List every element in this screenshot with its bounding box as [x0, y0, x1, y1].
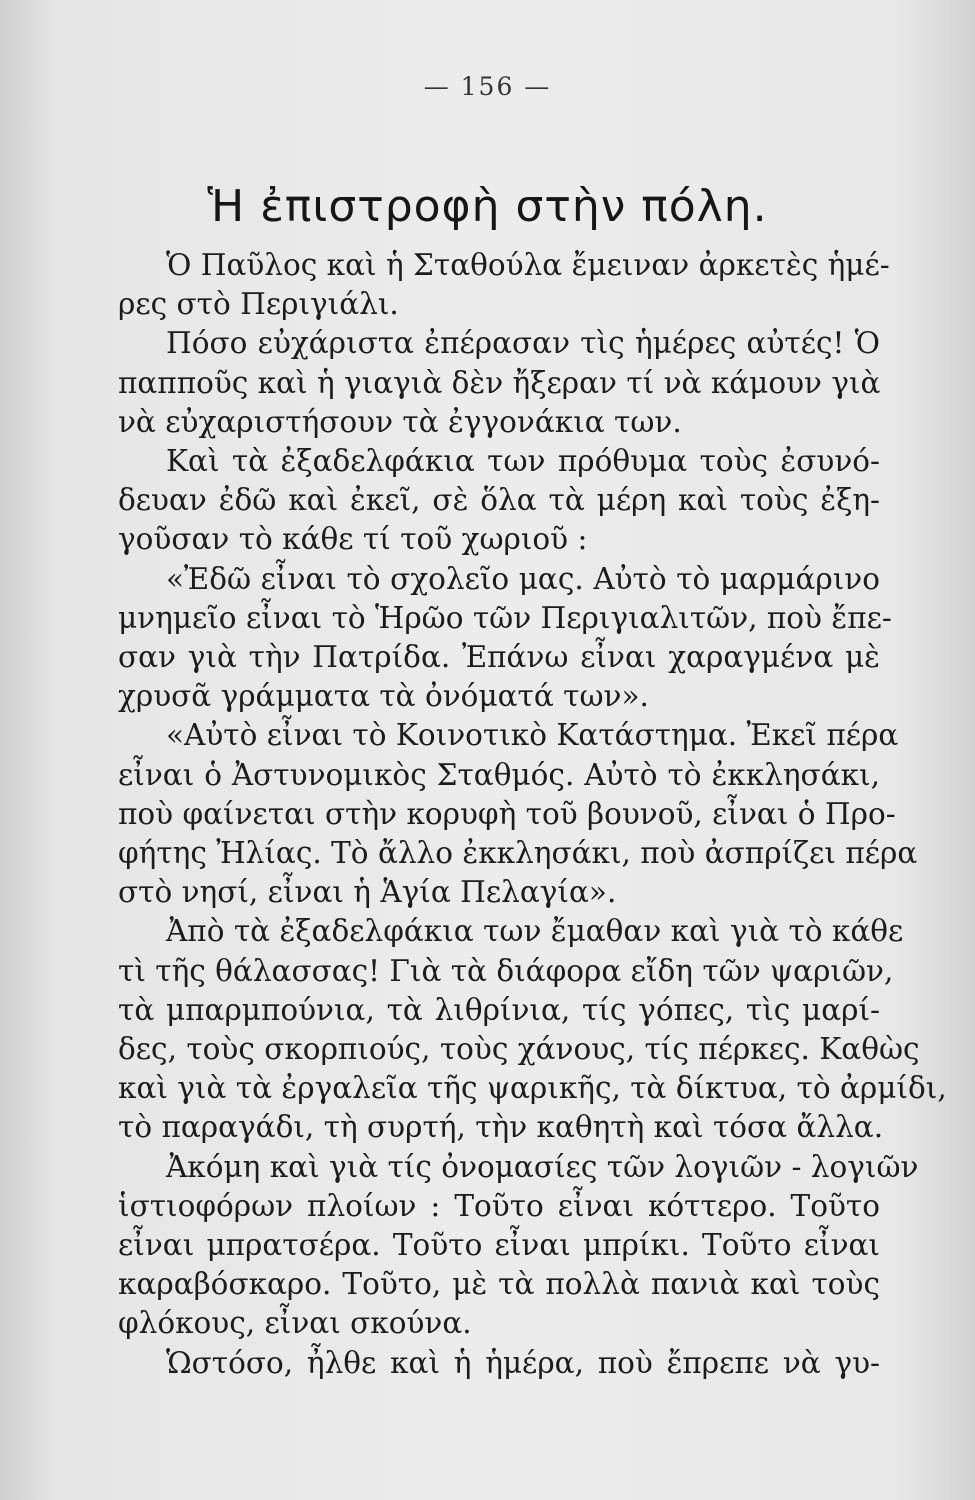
text-line: [118, 442, 880, 481]
text-line-content: Ὁ Παῦλος καὶ ἡ Σταθούλα ἔμειναν ἀρκετὲς ἡμέ-: [166, 248, 890, 282]
text-line-content: εἶναι ὁ Ἀστυνομικὸς Σταθμός. Αὐτὸ τὸ ἐκκλησάκι,: [118, 757, 880, 792]
text-line-content: ρες στὸ Περιγιάλι.: [118, 287, 399, 322]
text-line-content: εἶναι μπρατσέρα. Τοῦτο εἶναι μπρίκι. Τοῦτο εἶναι: [118, 1228, 880, 1263]
text-line-content: δες, τοὺς σκορπιούς, τοὺς χάνους, τίς πέρκες. Καθὼς: [118, 1032, 920, 1067]
text-line-content: στὸ νησί, εἶναι ἡ Ἁγία Πελαγία».: [118, 875, 617, 910]
body-text: [118, 246, 947, 1383]
text-line: [118, 1304, 880, 1343]
text-line: [118, 481, 880, 520]
text-line-content: σαν γιὰ τὴν Πατρίδα. Ἐπάνω εἶναι χαραγμένα μὲ: [118, 640, 880, 675]
text-line: [118, 991, 880, 1030]
text-line: [118, 324, 880, 363]
page-number: — 156 —: [423, 72, 552, 101]
text-line-content: Ἀκόμη καὶ γιὰ τίς ὀνομασίες τῶν λογιῶν - λογιῶν: [166, 1149, 919, 1184]
text-line-content: Ὡστόσο, ἦλθε καὶ ἡ ἡμέρα, ποὺ ἔπρεπε νὰ γυ-: [166, 1345, 880, 1380]
text-line: [118, 520, 880, 559]
text-line-content: καραβόσκαρο. Τοῦτο, μὲ τὰ πολλὰ πανιὰ καὶ τοὺς: [118, 1267, 880, 1302]
text-line: [118, 1108, 884, 1147]
text-line: [118, 599, 892, 638]
text-line: [118, 795, 896, 834]
text-line: [118, 638, 880, 677]
text-line: [118, 1148, 919, 1187]
text-line: [118, 364, 880, 403]
text-line: [118, 912, 904, 951]
text-line-content: ἱστιοφόρων πλοίων : Τοῦτο εἶναι κόττερο. Τοῦτο: [118, 1188, 880, 1223]
text-line-content: χρυσᾶ γράμματα τὰ ὀνόματά των».: [118, 679, 649, 714]
text-line: [118, 716, 899, 755]
text-line: [118, 560, 880, 599]
text-line-content: φήτης Ἠλίας. Τὸ ἄλλο ἐκκλησάκι, ποὺ ἀσπρίζει πέρα: [118, 836, 918, 871]
text-line-content: «Ἐδῶ εἶναι τὸ σχολεῖο μας. Αὐτὸ τὸ μαρμάρινο: [166, 561, 880, 596]
text-line: [118, 1030, 920, 1069]
text-line: [118, 873, 880, 912]
text-line-content: τὰ μπαρμπούνια, τὰ λιθρίνια, τίς γόπες, τὶς μαρί-: [118, 992, 880, 1027]
text-line: [118, 403, 880, 442]
text-line: [118, 285, 880, 324]
chapter-title: Ἡ ἐπιστροφὴ στὴν πόλη.: [207, 181, 768, 233]
text-line: [118, 834, 918, 873]
text-line-content: μνημεῖο εἶναι τὸ Ἡρῶο τῶν Περιγιαλιτῶν, ποὺ ἔπε-: [118, 600, 892, 635]
text-line-content: δευαν ἐδῶ καὶ ἐκεῖ, σὲ ὅλα τὰ μέρη καὶ τοὺς ἐξη-: [118, 483, 880, 518]
text-line-content: τὸ παραγάδι, τὴ συρτή, τὴν καθητὴ καὶ τόσα ἄλλα.: [118, 1110, 884, 1145]
text-line: [118, 952, 894, 991]
text-line-content: νὰ εὐχαριστήσουν τὰ ἐγγονάκια των.: [118, 404, 682, 439]
text-line-content: Καὶ τὰ ἐξαδελφάκια των πρόθυμα τοὺς ἐσυνό-: [166, 444, 880, 479]
text-line-content: Πόσο εὐχάριστα ἐπέρασαν τὶς ἡμέρες αὐτές! Ὁ: [166, 326, 880, 361]
text-line-content: Ἀπὸ τὰ ἐξαδελφάκια των ἔμαθαν καὶ γιὰ τὸ κάθε: [166, 914, 904, 949]
text-line: [118, 1226, 880, 1265]
text-line-content: φλόκους, εἶναι σκούνα.: [118, 1306, 472, 1341]
text-line-content: παπποῦς καὶ ἡ γιαγιὰ δὲν ἤξεραν τί νὰ κάμουν γιὰ: [118, 365, 881, 400]
text-line-content: γοῦσαν τὸ κάθε τί τοῦ χωριοῦ :: [118, 522, 588, 557]
text-line-content: τὶ τῆς θάλασσας! Γιὰ τὰ διάφορα εἴδη τῶν ψαριῶν,: [118, 953, 894, 988]
text-line: [118, 677, 880, 716]
text-line: [118, 756, 880, 795]
text-line-content: καὶ γιὰ τὰ ἐργαλεῖα τῆς ψαρικῆς, τὰ δίκτυα, τὸ ἀρμίδι,: [118, 1071, 947, 1106]
text-line: [118, 1187, 880, 1226]
text-line: [118, 1069, 947, 1108]
text-line: [118, 1265, 880, 1304]
text-line-content: ποὺ φαίνεται στὴν κορυφὴ τοῦ βουνοῦ, εἶναι ὁ Προ-: [118, 796, 896, 831]
text-line: [118, 1344, 880, 1383]
text-line-content: «Αὐτὸ εἶναι τὸ Κοινοτικὸ Κατάστημα. Ἐκεῖ πέρα: [166, 718, 899, 753]
text-line: [118, 246, 890, 285]
